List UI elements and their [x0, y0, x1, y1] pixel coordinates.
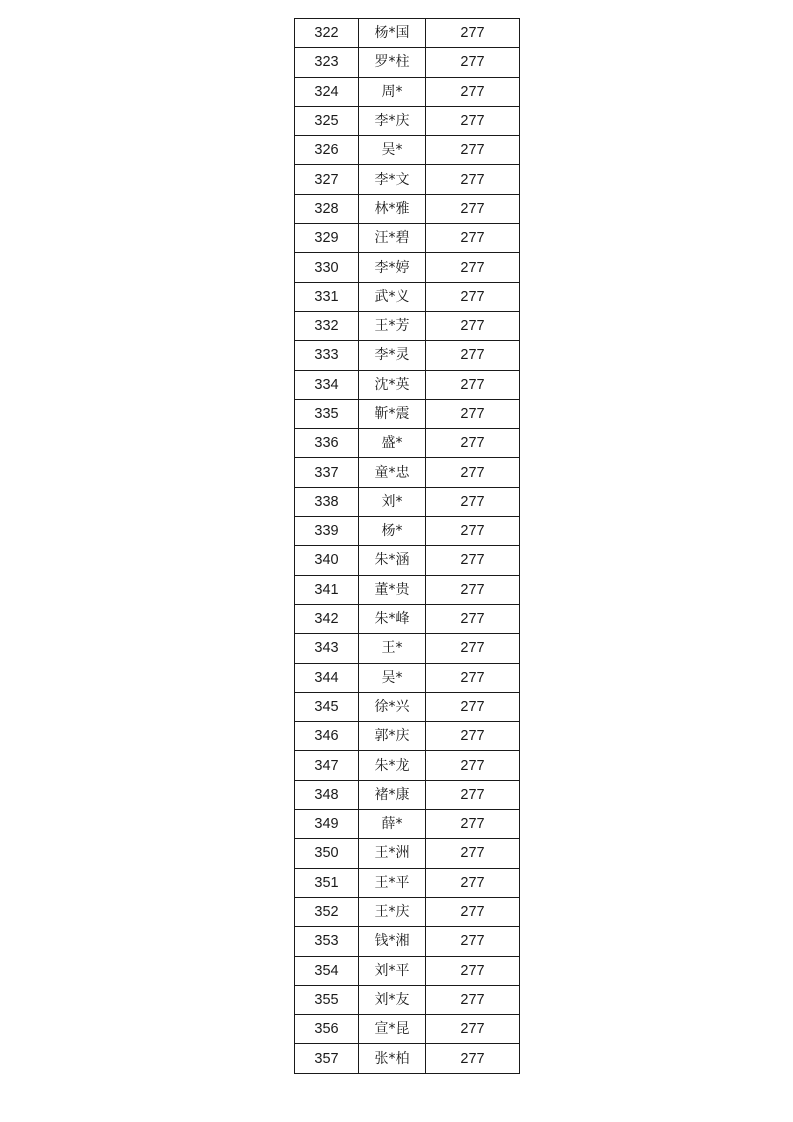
row-number-cell: 350 [295, 839, 359, 868]
row-number-cell: 353 [295, 927, 359, 956]
table-row [295, 429, 520, 458]
row-number-cell: 348 [295, 780, 359, 809]
row-number-cell: 324 [295, 77, 359, 106]
name-cell: 薛* [359, 810, 426, 839]
row-number-cell: 334 [295, 370, 359, 399]
score-cell: 277 [426, 48, 520, 77]
name-cell: 李*文 [359, 165, 426, 194]
table-row [295, 780, 520, 809]
score-cell: 277 [426, 780, 520, 809]
row-number-cell: 352 [295, 897, 359, 926]
name-cell: 王* [359, 634, 426, 663]
name-cell: 王*芳 [359, 311, 426, 340]
table-row [295, 487, 520, 516]
name-cell: 钱*湘 [359, 927, 426, 956]
score-cell: 277 [426, 634, 520, 663]
name-cell: 李*婷 [359, 253, 426, 282]
row-number-cell: 342 [295, 604, 359, 633]
score-cell: 277 [426, 282, 520, 311]
row-number-cell: 330 [295, 253, 359, 282]
row-number-cell: 325 [295, 106, 359, 135]
row-number-cell: 345 [295, 692, 359, 721]
row-number-cell: 322 [295, 19, 359, 48]
table-row [295, 311, 520, 340]
name-cell: 李*庆 [359, 106, 426, 135]
table-row [295, 253, 520, 282]
table-row [295, 897, 520, 926]
name-cell: 罗*柱 [359, 48, 426, 77]
name-cell: 王*庆 [359, 897, 426, 926]
table-row [295, 575, 520, 604]
table-row [295, 194, 520, 223]
row-number-cell: 349 [295, 810, 359, 839]
table-row [295, 810, 520, 839]
table-row [295, 839, 520, 868]
name-cell: 朱*龙 [359, 751, 426, 780]
table-row [295, 106, 520, 135]
score-cell: 277 [426, 751, 520, 780]
table-row [295, 751, 520, 780]
score-cell: 277 [426, 253, 520, 282]
row-number-cell: 336 [295, 429, 359, 458]
row-number-cell: 354 [295, 956, 359, 985]
name-cell: 杨* [359, 517, 426, 546]
name-cell: 刘*友 [359, 985, 426, 1014]
table-row [295, 458, 520, 487]
table-row [295, 136, 520, 165]
score-cell: 277 [426, 575, 520, 604]
score-cell: 277 [426, 1015, 520, 1044]
table-row [295, 868, 520, 897]
name-cell: 徐*兴 [359, 692, 426, 721]
row-number-cell: 333 [295, 341, 359, 370]
name-cell: 林*雅 [359, 194, 426, 223]
score-cell: 277 [426, 692, 520, 721]
table-row [295, 1044, 520, 1073]
name-cell: 王*平 [359, 868, 426, 897]
row-number-cell: 338 [295, 487, 359, 516]
table-row [295, 224, 520, 253]
score-cell: 277 [426, 399, 520, 428]
name-cell: 宣*昆 [359, 1015, 426, 1044]
score-cell: 277 [426, 604, 520, 633]
roster-table [294, 18, 520, 1074]
table-row [295, 663, 520, 692]
score-cell: 277 [426, 370, 520, 399]
name-cell: 吴* [359, 136, 426, 165]
name-cell: 王*洲 [359, 839, 426, 868]
name-cell: 沈*英 [359, 370, 426, 399]
table-row [295, 956, 520, 985]
row-number-cell: 335 [295, 399, 359, 428]
score-cell: 277 [426, 956, 520, 985]
score-cell: 277 [426, 927, 520, 956]
row-number-cell: 347 [295, 751, 359, 780]
name-cell: 李*灵 [359, 341, 426, 370]
score-cell: 277 [426, 985, 520, 1014]
row-number-cell: 346 [295, 722, 359, 751]
row-number-cell: 355 [295, 985, 359, 1014]
name-cell: 董*贵 [359, 575, 426, 604]
table-row [295, 927, 520, 956]
row-number-cell: 332 [295, 311, 359, 340]
row-number-cell: 339 [295, 517, 359, 546]
score-cell: 277 [426, 165, 520, 194]
table-row [295, 282, 520, 311]
name-cell: 靳*震 [359, 399, 426, 428]
table-row [295, 722, 520, 751]
row-number-cell: 356 [295, 1015, 359, 1044]
score-cell: 277 [426, 897, 520, 926]
table-row [295, 370, 520, 399]
score-cell: 277 [426, 810, 520, 839]
table-row [295, 634, 520, 663]
table-row [295, 77, 520, 106]
name-cell: 刘* [359, 487, 426, 516]
table-row [295, 546, 520, 575]
name-cell: 武*义 [359, 282, 426, 311]
row-number-cell: 329 [295, 224, 359, 253]
name-cell: 张*柏 [359, 1044, 426, 1073]
table-row [295, 1015, 520, 1044]
row-number-cell: 340 [295, 546, 359, 575]
score-cell: 277 [426, 722, 520, 751]
name-cell: 朱*涵 [359, 546, 426, 575]
name-cell: 盛* [359, 429, 426, 458]
score-cell: 277 [426, 77, 520, 106]
row-number-cell: 326 [295, 136, 359, 165]
table-row [295, 341, 520, 370]
score-cell: 277 [426, 546, 520, 575]
score-cell: 277 [426, 517, 520, 546]
name-cell: 褚*康 [359, 780, 426, 809]
score-cell: 277 [426, 224, 520, 253]
table-row [295, 165, 520, 194]
row-number-cell: 351 [295, 868, 359, 897]
score-cell: 277 [426, 194, 520, 223]
name-cell: 杨*国 [359, 19, 426, 48]
name-cell: 吴* [359, 663, 426, 692]
score-cell: 277 [426, 106, 520, 135]
table-row [295, 692, 520, 721]
row-number-cell: 323 [295, 48, 359, 77]
table-row [295, 19, 520, 48]
roster-table-body [295, 19, 520, 1074]
table-row [295, 985, 520, 1014]
table-row [295, 48, 520, 77]
row-number-cell: 341 [295, 575, 359, 604]
row-number-cell: 327 [295, 165, 359, 194]
row-number-cell: 337 [295, 458, 359, 487]
row-number-cell: 343 [295, 634, 359, 663]
row-number-cell: 344 [295, 663, 359, 692]
score-cell: 277 [426, 429, 520, 458]
name-cell: 郭*庆 [359, 722, 426, 751]
name-cell: 童*忠 [359, 458, 426, 487]
score-cell: 277 [426, 1044, 520, 1073]
score-cell: 277 [426, 487, 520, 516]
name-cell: 周* [359, 77, 426, 106]
name-cell: 刘*平 [359, 956, 426, 985]
score-cell: 277 [426, 839, 520, 868]
score-cell: 277 [426, 458, 520, 487]
name-cell: 朱*峰 [359, 604, 426, 633]
score-cell: 277 [426, 311, 520, 340]
score-cell: 277 [426, 19, 520, 48]
row-number-cell: 357 [295, 1044, 359, 1073]
table-row [295, 399, 520, 428]
table-row [295, 517, 520, 546]
score-cell: 277 [426, 868, 520, 897]
score-cell: 277 [426, 341, 520, 370]
row-number-cell: 331 [295, 282, 359, 311]
name-cell: 汪*碧 [359, 224, 426, 253]
row-number-cell: 328 [295, 194, 359, 223]
score-cell: 277 [426, 136, 520, 165]
score-cell: 277 [426, 663, 520, 692]
table-row [295, 604, 520, 633]
